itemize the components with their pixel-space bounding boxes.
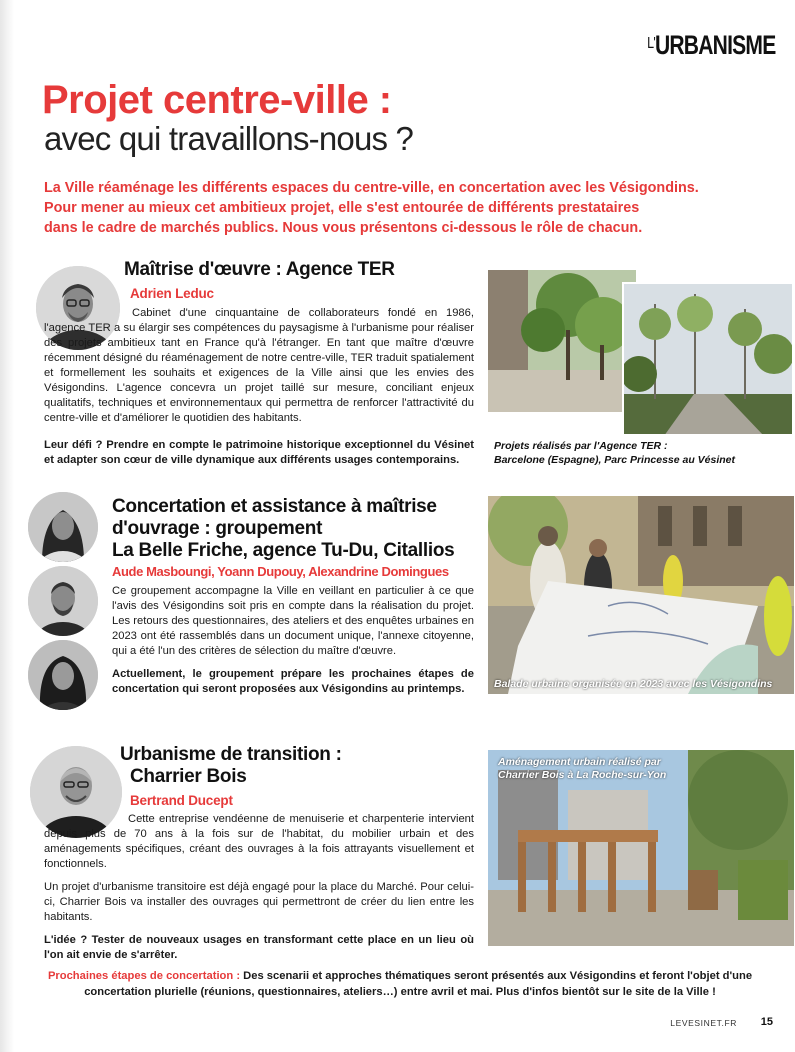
avatar-yoann-dupouy	[28, 566, 98, 636]
section2-title: Concertation et assistance à maîtrise d'ouvrage : groupement La Belle Friche, agence Tu-Du, Citallios	[112, 496, 455, 561]
photo-barcelone	[488, 270, 636, 412]
section2-persons: Aude Masboungi, Yoann Dupouy, Alexandrine Domingues	[112, 564, 449, 579]
section2-caption: Balade urbaine organisée en 2023 avec les Vésigondins	[494, 678, 773, 690]
section3-person: Bertrand Ducept	[130, 793, 233, 808]
section3-title: Urbanisme de transition : Charrier Bois	[120, 744, 342, 787]
section1-caption: Projets réalisés par l'Agence TER : Barcelone (Espagne), Parc Princesse au Vésinet	[494, 440, 736, 466]
section3-caption: Aménagement urbain réalisé par Charrier Bois à La Roche-sur-Yon	[498, 756, 667, 781]
page-number: 15	[760, 1016, 773, 1028]
photo-charrier-bois	[488, 750, 794, 946]
section1-body: Cabinet d'une cinquantaine de collaborateurs fondé en 1986, l'agence TER a su élargir ses compétences du paysagisme à l'urbanisme pour réaliser des projets ambitieux tant en France qu'à l'étranger. En tant que maître d'œuvre récemment désigné du réaménagement de notre centre-ville, TER traduit spatialement et formellement les souhaits et exigences de la Ville ainsi que les envies des Vésigondins. L'agence concevra un projet taillé sur mesure, conciliant enjeux qualitatifs, techniques et environnementaux qui permettra de renforcer l'attractivité du centre-ville et d'améliorer le quotidien des habitants. Leur défi ? Prendre en compte le patrimoine historique exceptionnel du Vésinet et adapter son cœur de ville dynamique aux différents usages contemporains.	[44, 307, 474, 466]
footer-text: Des scenarii et approches thématiques seront présentés aux Vésigondins et feront l'objet d'une concertation plurielle (réunions, questionnaires, ateliers…) entre avril et mai. Plus d'infos bientôt sur le site de la Ville !	[84, 970, 753, 998]
footer-note	[40, 968, 760, 1000]
section-rubric: $^{L'}$URBANISME	[646, 30, 775, 60]
photo-balade-urbaine	[488, 496, 794, 694]
page-gutter-shadow	[0, 0, 14, 1052]
intro-paragraph: La Ville réaménage les différents espaces du centre-ville, en concertation avec les Vésigondins. Pour mener au mieux cet ambitieux projet, elle s'est entourée de différents prestataires dans le cadre de marchés publics. Nous vous présentons ci-dessous le rôle de chacun.	[44, 180, 699, 236]
section2-body: Ce groupement accompagne la Ville en veillant en particulier à ce que l'avis des Vésigondins soit pris en compte dans la réalisation du projet. Les retours des questionnaires, des ateliers et des enquêtes urbaines en 2023 ont été rassemblés dans un document unique, l'annexe citoyenne, qui a été l'un des critères de sélection du maître d'œuvre. Actuellement, le groupement prépare les prochaines étapes de concertation qui seront proposées aux Vésigondins au printemps.	[112, 585, 474, 695]
section1-person: Adrien Leduc	[130, 286, 214, 301]
avatar-alexandrine-domingues	[28, 640, 98, 710]
page-subtitle: avec qui travaillons-nous ?	[44, 120, 414, 157]
site-url[interactable]: LEVESINET.FR	[670, 1018, 737, 1028]
avatar-aude-masboungi	[28, 492, 98, 562]
section1-title: Maîtrise d'œuvre : Agence TER	[124, 259, 395, 280]
footer-label: Prochaines étapes de concertation :	[47, 970, 241, 982]
photo-parc-princesse	[622, 282, 794, 436]
page-title: Projet centre-ville :	[42, 78, 392, 122]
section3-body: Cette entreprise vendéenne de menuiserie et charpenterie intervient depuis plus de 70 ans à la fois sur de l'habitat, du mobilier urbain et des aménagements spécifiques, créant des ouvrages à la fois attrayants visuellement et fonctionnels. Un projet d'urbanisme transitoire est déjà engagé pour la place du Marché. Pour celui-ci, Charrier Bois va installer des ouvrages qui permettront de créer du lien entre les habitants. L'idée ? Tester de nouveaux usages en transformant cette place en un lieu où l'on ait envie de s'arrêter.	[44, 813, 474, 961]
